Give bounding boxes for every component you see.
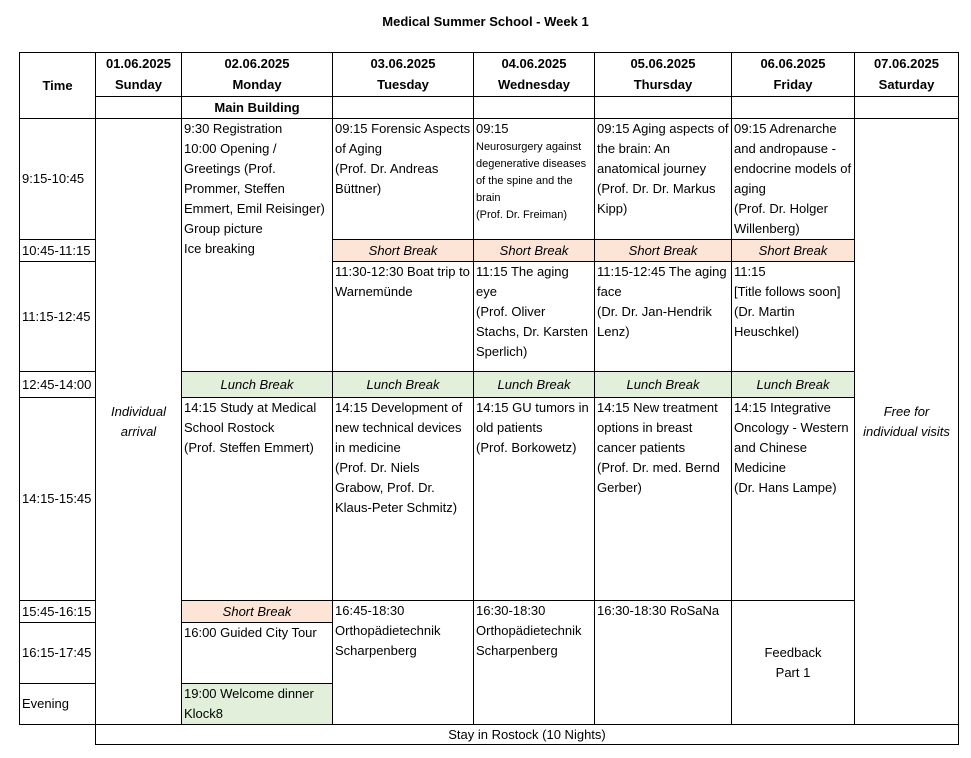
date-thursday: 05.06.2025 <box>595 53 732 75</box>
monday-morning <box>182 119 333 372</box>
session-title: 16:30-18:30 RoSaNa <box>597 603 720 618</box>
session-speaker: (Prof. Steffen Emmert) <box>184 440 314 455</box>
sunday-line: Individual <box>111 403 166 419</box>
lunch-break: Lunch Break <box>732 372 855 398</box>
session-title: Neurosurgery against degenerative diseases of the spine and the brain <box>476 141 587 204</box>
session-speaker: (Prof. Oliver Stachs, Dr. Karsten Sperlich) <box>476 304 588 359</box>
short-break: Short Break <box>333 240 474 262</box>
session-title: 09:15 Adrenarche and andropause - endocrine models of aging <box>734 121 852 196</box>
tuesday-session-2 <box>333 262 474 372</box>
session-title: 14:15 Development of new technical devices in medicine <box>335 400 463 455</box>
location-monday: Main Building <box>182 97 333 119</box>
date-monday: 02.06.2025 <box>182 53 333 75</box>
wednesday-session-1 <box>474 119 595 240</box>
thursday-session-3 <box>595 398 732 601</box>
wednesday-session-4 <box>474 601 595 725</box>
session-title: [Title follows soon] <box>734 284 841 299</box>
session-title: Orthopädietechnik Scharpenberg <box>335 623 441 658</box>
empty-cell <box>732 97 855 119</box>
session-title: 14:15 Study at Medical School Rostock <box>184 400 317 435</box>
schedule-table <box>19 52 959 745</box>
saturday-line: Free for <box>883 403 930 419</box>
session-title: 09:15 Aging aspects of the brain: An anatomical journey <box>597 121 729 176</box>
tuesday-session-3 <box>333 398 474 601</box>
session-speaker: (Dr. Dr. Jan-Hendrik Lenz) <box>597 304 712 339</box>
lunch-break: Lunch Break <box>595 372 732 398</box>
friday-session-1 <box>732 119 855 240</box>
feedback-line: Part 1 <box>775 664 811 680</box>
time-slot: 10:45-11:15 <box>20 240 96 262</box>
sunday-line: arrival <box>120 423 157 439</box>
session-time: 11:15 <box>734 264 766 279</box>
thursday-session-1 <box>595 119 732 240</box>
lunch-break: Lunch Break <box>474 372 595 398</box>
day-sunday: Sunday <box>96 75 182 97</box>
session-title: 14:15 GU tumors in old patients <box>476 400 589 435</box>
time-slot: Evening <box>20 684 96 725</box>
feedback-line: Feedback <box>764 644 822 660</box>
short-break: Short Break <box>474 240 595 262</box>
date-friday: 06.06.2025 <box>732 53 855 75</box>
lunch-break: Lunch Break <box>182 372 333 398</box>
time-slot: 16:15-17:45 <box>20 623 96 684</box>
date-tuesday: 03.06.2025 <box>333 53 474 75</box>
session-speaker: (Prof. Dr. Holger Willenberg) <box>734 201 828 236</box>
empty-cell <box>855 97 959 119</box>
tuesday-session-1 <box>333 119 474 240</box>
monday-welcome-dinner <box>182 684 333 725</box>
stay-footer: Stay in Rostock (10 Nights) <box>96 725 959 745</box>
session-title: 09:15 Forensic Aspects of Aging <box>335 121 471 156</box>
session-speaker: (Prof. Dr. Niels Grabow, Prof. Dr. Klaus-Peter Schmitz) <box>335 460 458 515</box>
short-break: Short Break <box>732 240 855 262</box>
session-speaker: (Prof. Dr. Andreas Büttner) <box>335 161 439 196</box>
session-title: 11:15-12:45 The aging face <box>597 264 727 299</box>
empty-cell <box>96 97 182 119</box>
saturday-line: individual visits <box>863 423 950 439</box>
day-wednesday: Wednesday <box>474 75 595 97</box>
session-time: 16:45-18:30 <box>335 603 405 618</box>
session-title: 19:00 Welcome dinner <box>184 686 314 701</box>
date-wednesday: 04.06.2025 <box>474 53 595 75</box>
empty-cell <box>474 97 595 119</box>
friday-session-3 <box>732 398 855 601</box>
page-title: Medical Summer School - Week 1 <box>382 14 589 29</box>
day-tuesday: Tuesday <box>333 75 474 97</box>
thursday-session-2 <box>595 262 732 372</box>
session-speaker: (Prof. Borkowetz) <box>476 440 577 455</box>
time-slot: 11:15-12:45 <box>20 262 96 372</box>
monday-city-tour: 16:00 Guided City Tour <box>182 623 333 684</box>
session-title: 14:15 Integrative Oncology - Western and Chinese Medicine <box>734 400 849 475</box>
friday-session-2 <box>732 262 855 372</box>
empty-cell <box>20 725 96 745</box>
session-text: 9:30 Registration <box>184 121 283 136</box>
time-slot: 9:15-10:45 <box>20 119 96 240</box>
session-title: 14:15 New treatment options in breast cancer patients <box>597 400 718 455</box>
saturday-cell <box>855 119 959 725</box>
session-time: 16:30-18:30 <box>476 603 546 618</box>
session-text: Group picture <box>184 221 263 236</box>
short-break: Short Break <box>182 601 333 623</box>
time-slot: 14:15-15:45 <box>20 398 96 601</box>
thursday-session-4 <box>595 601 732 725</box>
session-speaker: (Dr. Martin Heuschkel) <box>734 304 800 339</box>
session-title: 11:15 The aging eye <box>476 264 569 299</box>
date-sunday: 01.06.2025 <box>96 53 182 75</box>
friday-feedback <box>732 601 855 725</box>
time-slot: 15:45-16:15 <box>20 601 96 623</box>
sunday-cell <box>96 119 182 725</box>
wednesday-session-3 <box>474 398 595 601</box>
session-location: Klock8 <box>184 706 224 721</box>
empty-cell <box>333 97 474 119</box>
session-title: Orthopädietechnik Scharpenberg <box>476 623 582 658</box>
day-monday: Monday <box>182 75 333 97</box>
session-speaker: (Prof. Dr. med. Bernd Gerber) <box>597 460 720 495</box>
day-thursday: Thursday <box>595 75 732 97</box>
time-header: Time <box>20 53 96 119</box>
wednesday-session-2 <box>474 262 595 372</box>
time-slot: 12:45-14:00 <box>20 372 96 398</box>
lunch-break: Lunch Break <box>333 372 474 398</box>
session-speaker: (Prof. Dr. Dr. Markus Kipp) <box>597 181 716 216</box>
tuesday-session-4 <box>333 601 474 725</box>
date-saturday: 07.06.2025 <box>855 53 959 75</box>
session-text: 10:00 Opening / Greetings (Prof. Prommer, Steffen Emmert, Emil Reisinger) <box>184 141 325 216</box>
day-saturday: Saturday <box>855 75 959 97</box>
session-text: Ice breaking <box>184 241 255 256</box>
short-break: Short Break <box>595 240 732 262</box>
session-speaker: (Prof. Dr. Freiman) <box>476 209 568 221</box>
empty-cell <box>595 97 732 119</box>
session-speaker: (Dr. Hans Lampe) <box>734 480 837 495</box>
monday-session-3 <box>182 398 333 601</box>
day-friday: Friday <box>732 75 855 97</box>
session-time: 09:15 <box>476 121 509 136</box>
session-title: 11:30-12:30 Boat trip to Warnemünde <box>335 264 470 299</box>
